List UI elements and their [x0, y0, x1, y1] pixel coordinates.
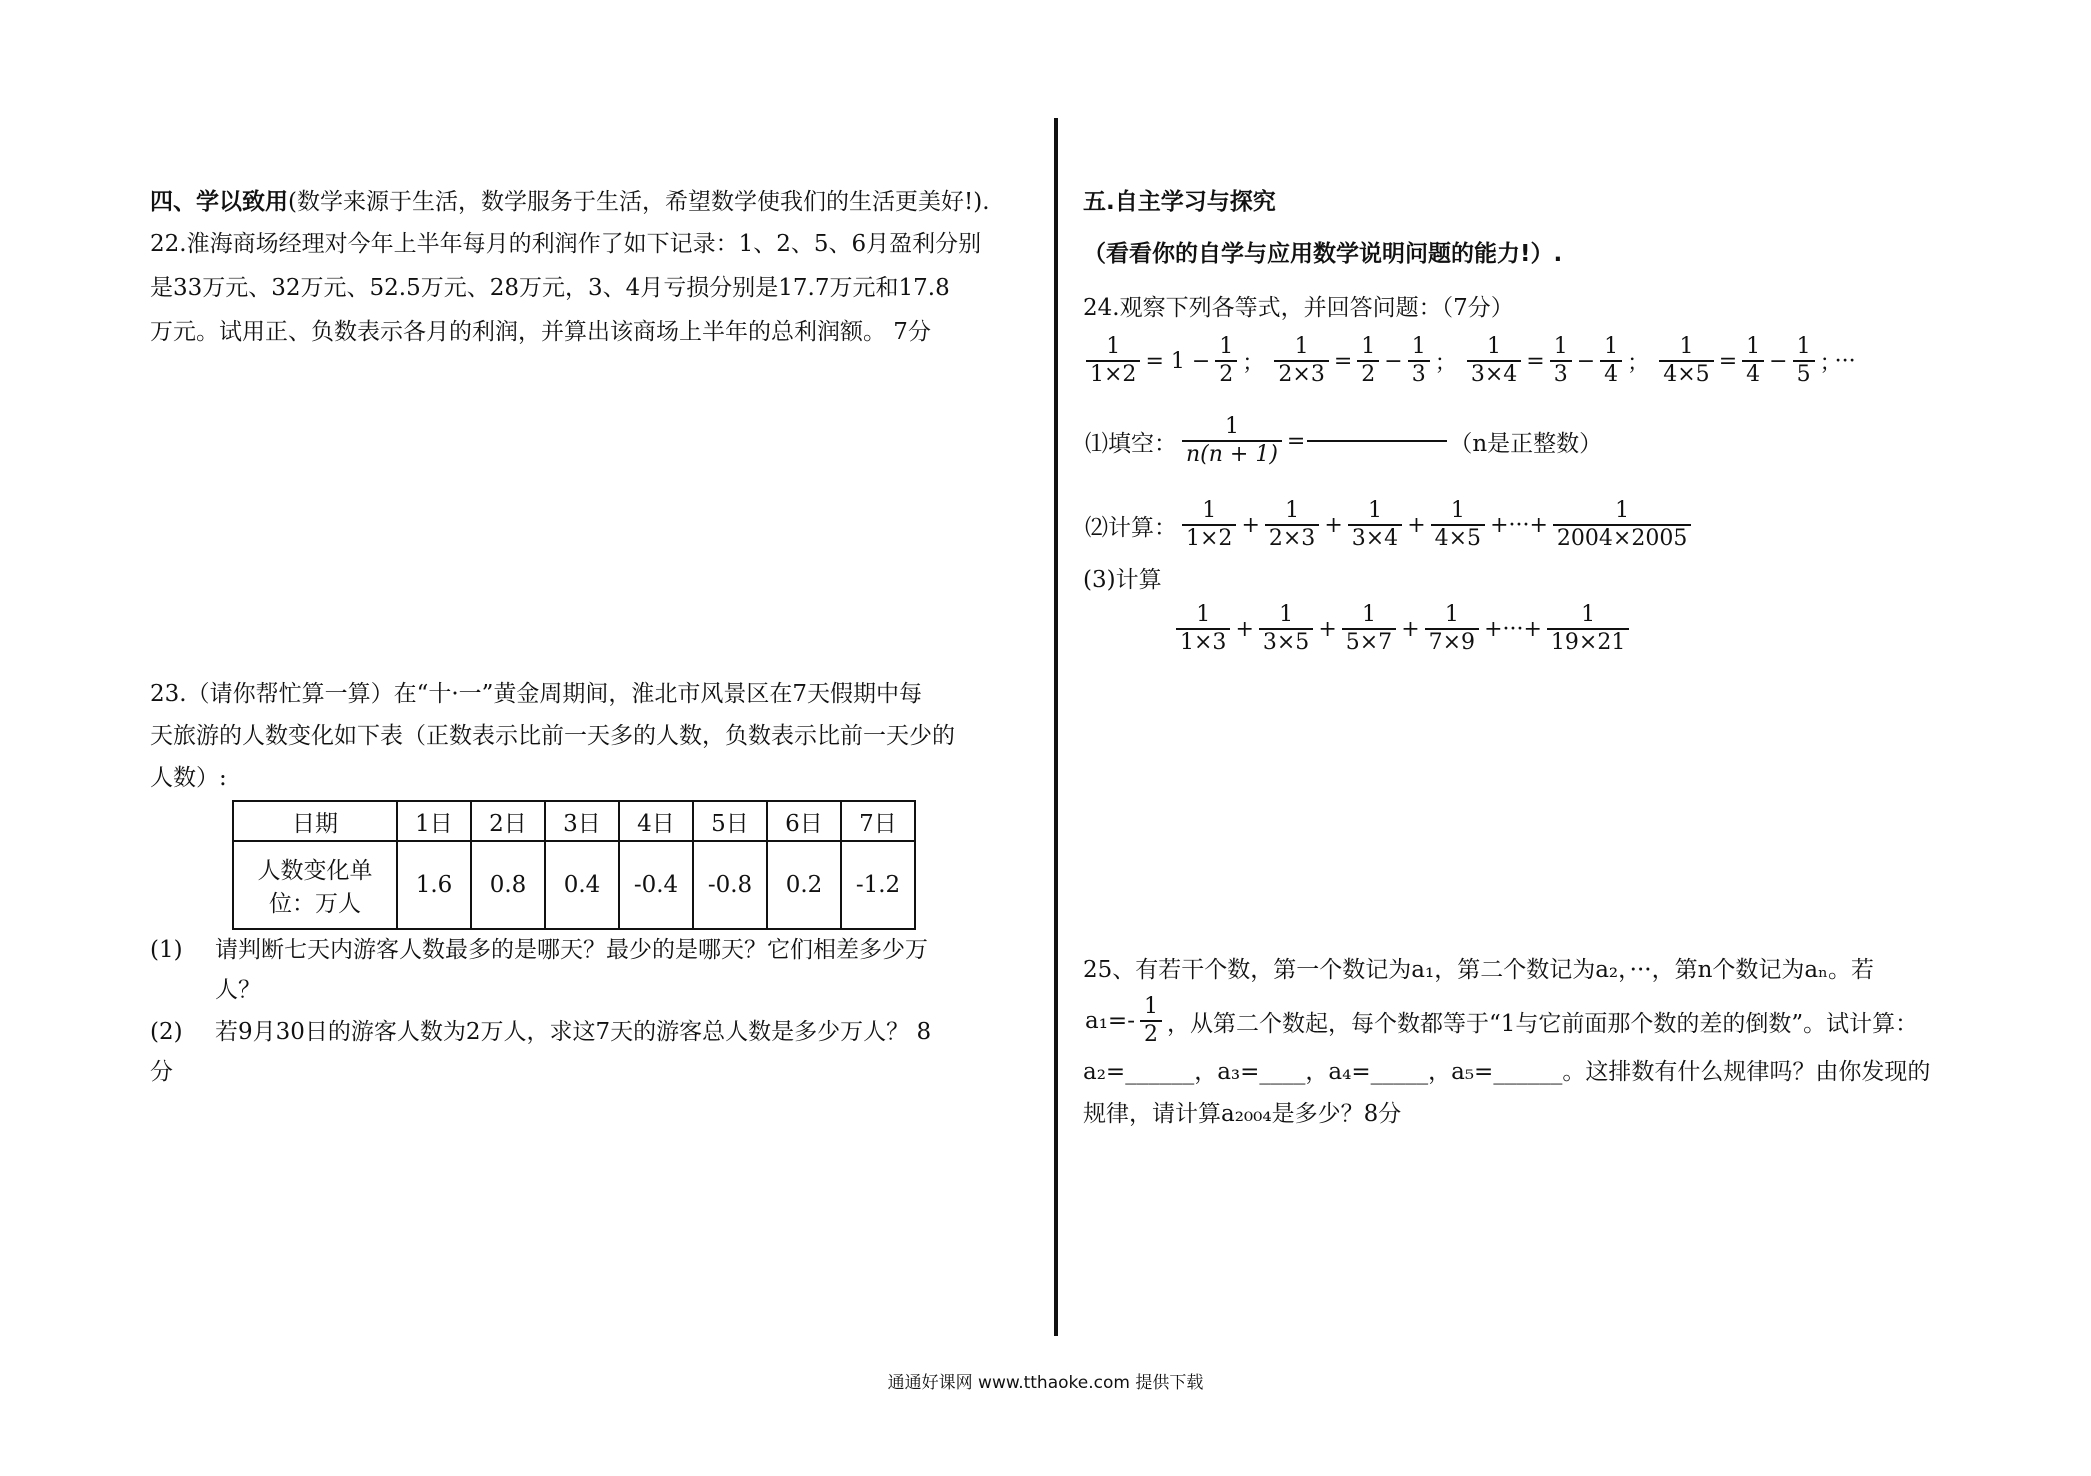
- table-day-cell: 5日: [693, 801, 767, 841]
- table-day-cell: 6日: [767, 801, 841, 841]
- q22-line-1: 22.淮海商场经理对今年上半年每月的利润作了如下记录：1、2、5、6月盈利分别: [150, 231, 982, 257]
- q24-part-2: ⑵计算： $\frac{1}{1\times 2}$ + $\frac{1}{2\times 3}$ + $\frac{1}{3\times 4}$ + $\frac{1}{4\times 5}$ +···+ $\frac{1}{2004\times 2005}$: [1083, 498, 1694, 552]
- q23-sub2-line-2: 分: [150, 1059, 173, 1085]
- section-4-title: 四、学以致用: [150, 189, 288, 215]
- q24-part-1-label: ⑴填空：: [1085, 430, 1177, 457]
- fraction: $\frac{1}{7\times 9}$: [1425, 602, 1479, 656]
- q25-line-2: a₁=- $\frac{1}{2}$ ，从第二个数起，每个数都等于“1与它前面那个数的差的倒数”。试计算：: [1085, 994, 1919, 1047]
- table-day-cell: 7日: [841, 801, 915, 841]
- table-value-cell: 0.2: [767, 841, 841, 929]
- q24-part-1-note: （n是正整数）: [1449, 430, 1603, 457]
- table-value-cell: 1.6: [397, 841, 471, 929]
- table-day-cell: 4日: [619, 801, 693, 841]
- table-day-cell: 1日: [397, 801, 471, 841]
- q24-identity-examples: $\frac{1}{1\times 2}$ = 1 − $\frac{1}{2}$ ； $\frac{1}{2\times 3}$ = $\frac{1}{2}$ − $\frac{1}{3}$ ； $\frac{1}{3\times 4}$ = $\frac{1}{3}$ − $\frac{1}{4}$ ； $\frac{1}{4\times 5}$ = $\frac{1}{4}$ − $\frac{1}{5}$ ； ···: [1083, 334, 1858, 388]
- fraction: $\frac{1}{4}$: [1600, 334, 1622, 388]
- fraction: $\frac{1}{3\times 5}$: [1259, 602, 1313, 656]
- left-column: [150, 0, 1035, 1476]
- fraction: $\frac{1}{5\times 7}$: [1342, 602, 1396, 656]
- q25-line-4: 规律，请计算a₂₀₀₄是多少？8分: [1083, 1101, 1402, 1127]
- fraction: $\frac{1}{1\times 3}$: [1176, 602, 1230, 656]
- table-row-label-line-1: 人数变化单: [257, 858, 373, 884]
- table-value-cell: 0.4: [545, 841, 619, 929]
- q23-sub1-line-2: 人？: [215, 977, 261, 1003]
- fraction: $\frac{1}{n(n + 1)}$: [1182, 414, 1282, 468]
- fraction: $\frac{1}{4\times 5}$: [1659, 334, 1713, 388]
- table-day-cell: 2日: [471, 801, 545, 841]
- table-value-row: [233, 841, 915, 929]
- q24-part-1: ⑴填空： $\frac{1}{n(n + 1)}$ = （n是正整数）: [1085, 414, 1603, 467]
- table-value-cell: -0.8: [693, 841, 767, 929]
- q25-line-3: a₂=______，a₃=____，a₄=_____，a₅=______。这排数有什么规律吗？由你发现的: [1083, 1059, 1931, 1085]
- footer-credit: 通通好课网 www.tthaoke.com 提供下载: [887, 1373, 1204, 1393]
- fraction: $\frac{1}{4\times 5}$: [1431, 498, 1485, 552]
- q22-line-2: 是33万元、32万元、52.5万元、28万元，3、4月亏损分别是17.7万元和17.8: [150, 275, 950, 301]
- q22-line-3: 万元。试用正、负数表示各月的利润，并算出该商场上半年的总利润额。 7分: [150, 319, 931, 345]
- column-divider: [1054, 118, 1058, 1336]
- fraction: $\frac{1}{19\times 21}$: [1547, 602, 1629, 656]
- fraction: $\frac{1}{3}$: [1550, 334, 1572, 388]
- fraction: $\frac{1}{3\times 4}$: [1348, 498, 1402, 552]
- q25-line-1: 25、有若干个数，第一个数记为a₁，第二个数记为a₂，···，第n个数记为aₙ。若: [1083, 957, 1875, 983]
- fraction: $\frac{1}{2\times 3}$: [1274, 334, 1328, 388]
- fraction: $\frac{1}{2}$: [1357, 334, 1379, 388]
- table-header-row: [233, 801, 915, 841]
- table-row-label: [233, 841, 397, 929]
- table-value-cell: -1.2: [841, 841, 915, 929]
- q23-sub2-number: (2): [150, 1019, 183, 1045]
- q24-part-3-label: (3)计算: [1083, 567, 1162, 593]
- table-header-label: 日期: [233, 801, 397, 841]
- q23-line-1: 23.（请你帮忙算一算）在“十·一”黄金周期间，淮北市风景区在7天假期中每: [150, 681, 923, 707]
- fraction: $\frac{1}{3\times 4}$: [1467, 334, 1521, 388]
- q23-line-2: 天旅游的人数变化如下表（正数表示比前一天多的人数，负数表示比前一天少的: [150, 723, 955, 749]
- fraction: $\frac{1}{2}$: [1215, 334, 1237, 388]
- fraction: $\frac{1}{5}$: [1793, 334, 1815, 388]
- fraction: $\frac{1}{4}$: [1742, 334, 1764, 388]
- table-row-label-line-2: 位：万人: [269, 891, 361, 917]
- right-column: [1083, 0, 1963, 1476]
- section-4-subtitle: (数学来源于生活，数学服务于生活，希望数学使我们的生活更美好!).: [288, 189, 990, 215]
- q23-sub1-line-1: 请判断七天内游客人数最多的是哪天？最少的是哪天？它们相差多少万: [215, 937, 928, 963]
- table-value-cell: 0.8: [471, 841, 545, 929]
- q23-sub1-number: (1): [150, 937, 183, 963]
- fraction: $\frac{1}{2}$: [1140, 994, 1162, 1048]
- answer-blank: [1307, 440, 1447, 442]
- section-5-title: 五.自主学习与探究: [1083, 189, 1276, 215]
- table-day-cell: 3日: [545, 801, 619, 841]
- fraction: $\frac{1}{2004\times 2005}$: [1553, 498, 1691, 552]
- q23-line-3: 人数）:: [150, 765, 227, 791]
- q23-sub2-line-1: 若9月30日的游客人数为2万人，求这7天的游客总人数是多少万人？ 8: [215, 1019, 932, 1045]
- fraction: $\frac{1}{2\times 3}$: [1265, 498, 1319, 552]
- q24-part-2-label: ⑵计算：: [1085, 514, 1177, 541]
- fraction: $\frac{1}{3}$: [1408, 334, 1430, 388]
- q24-intro: 24.观察下列各等式，并回答问题：（7分）: [1083, 295, 1514, 321]
- section-4-heading: [150, 182, 990, 222]
- visitor-change-table: [232, 800, 916, 930]
- q24-part-3: $\frac{1}{1\times 3}$ + $\frac{1}{3\times 5}$ + $\frac{1}{5\times 7}$ + $\frac{1}{7\times 9}$ +···+ $\frac{1}{19\times 21}$: [1173, 602, 1632, 656]
- table-value-cell: -0.4: [619, 841, 693, 929]
- section-5-subtitle: （看看你的自学与应用数学说明问题的能力!）.: [1083, 241, 1563, 267]
- fraction: $\frac{1}{1\times 2}$: [1086, 334, 1140, 388]
- fraction: $\frac{1}{1\times 2}$: [1182, 498, 1236, 552]
